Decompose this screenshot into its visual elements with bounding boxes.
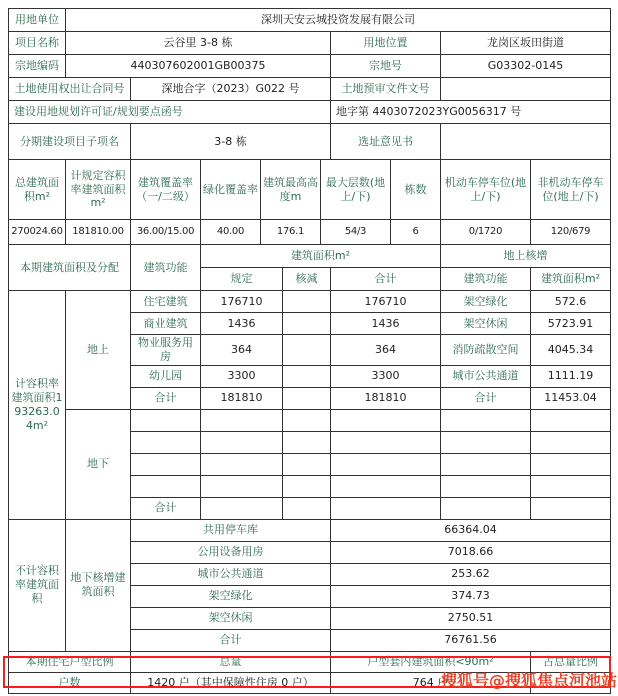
- empty-cell: [531, 497, 611, 519]
- total-cell: 176710: [331, 291, 441, 313]
- table-row: [9, 78, 611, 101]
- bonus-total-label: 合计: [441, 387, 531, 409]
- metric-header-total-area: 总建筑面积m²: [9, 160, 66, 220]
- bonus-function-cell: 架空休闲: [441, 313, 531, 335]
- bonus-function-cell: 城市公共通道: [441, 365, 531, 387]
- watermark-text: 搜狐号@搜狐焦点河池站: [440, 671, 617, 690]
- bonus-area-header: 建筑面积m²: [531, 268, 611, 291]
- bonus-area-cell: 4045.34: [531, 335, 611, 366]
- site-opinion-value: [441, 124, 611, 160]
- specified-cell: 3300: [201, 365, 283, 387]
- bonus-function-cell: 消防疏散空间: [441, 335, 531, 366]
- empty-cell: [201, 475, 283, 497]
- specified-column-header: 规定: [201, 268, 283, 291]
- metric-value-buildings: 6: [391, 220, 441, 245]
- bonus-area-cell: 11453.04: [531, 387, 611, 409]
- table-row: [9, 519, 611, 541]
- parcel-code-value: 440307602001GB00375: [66, 55, 331, 78]
- metric-value-green: 40.00: [201, 220, 261, 245]
- inner-area-count-value: 764 户: [331, 672, 531, 693]
- table-row: [9, 245, 611, 268]
- above-ground-label: 地上: [66, 291, 131, 410]
- allocation-table: [8, 244, 611, 520]
- total-column-header: 合计: [331, 268, 441, 291]
- permit-label: 建设用地规划许可证/规划要点函号: [9, 101, 331, 124]
- metric-value-floors: 54/3: [321, 220, 391, 245]
- parcel-no-value: G03302-0145: [441, 55, 611, 78]
- household-count-label: 户数: [9, 672, 131, 693]
- metric-header-far-area: 计规定容积率建筑面积m²: [66, 160, 131, 220]
- table-row: [9, 101, 611, 124]
- project-name-label: 项目名称: [9, 32, 66, 55]
- non-far-value-cell: 7018.66: [331, 541, 611, 563]
- permit-value: 地字第 4403072023YG0056317 号: [331, 101, 611, 124]
- empty-cell: [283, 453, 331, 475]
- non-far-name-cell: 共用停车库: [131, 519, 331, 541]
- empty-cell: [201, 497, 283, 519]
- info-table: [8, 8, 611, 160]
- non-far-value-cell: 66364.04: [331, 519, 611, 541]
- total-cell: 181810: [331, 387, 441, 409]
- subproject-value: 3-8 栋: [131, 124, 331, 160]
- function-cell: 住宅建筑: [131, 291, 201, 313]
- metric-value-parking: 0/1720: [441, 220, 531, 245]
- parcel-code-label: 宗地编码: [9, 55, 66, 78]
- bonus-area-cell: 1111.19: [531, 365, 611, 387]
- empty-cell: [283, 497, 331, 519]
- household-count-value: 1420 户（其中保障性住房 0 户）: [131, 672, 331, 693]
- project-name-value: 云谷里 3-8 栋: [66, 32, 331, 55]
- deduct-cell: [283, 365, 331, 387]
- table-row: [9, 32, 611, 55]
- bonus-area-cell: 5723.91: [531, 313, 611, 335]
- metric-header-buildings: 栋数: [391, 160, 441, 220]
- far-area-section-label: 计容积率建筑面积193263.04m²: [9, 291, 66, 520]
- empty-cell: [201, 431, 283, 453]
- empty-cell: [283, 475, 331, 497]
- empty-cell: [201, 453, 283, 475]
- metric-value-bike-parking: 120/679: [531, 220, 611, 245]
- table-row: [9, 220, 611, 245]
- empty-cell: [331, 475, 441, 497]
- table-row: [9, 409, 611, 431]
- empty-cell: [531, 409, 611, 431]
- non-far-name-cell: 架空休闲: [131, 607, 331, 629]
- parcel-no-label: 宗地号: [331, 55, 441, 78]
- metric-header-floors: 最大层数(地上/下): [321, 160, 391, 220]
- table-row: [9, 55, 611, 78]
- function-column-header: 建筑功能: [131, 245, 201, 291]
- empty-cell: [441, 431, 531, 453]
- table-row: [9, 160, 611, 220]
- underground-bonus-label: 地下核增建筑面积: [66, 519, 131, 651]
- non-far-value-cell: 374.73: [331, 585, 611, 607]
- housing-share-header: 占总量比例: [531, 651, 611, 672]
- metric-value-coverage: 36.00/15.00: [131, 220, 201, 245]
- below-total-label: 合计: [131, 497, 201, 519]
- total-cell: 3300: [331, 365, 441, 387]
- above-total-label: 合计: [131, 387, 201, 409]
- location-label: 用地位置: [331, 32, 441, 55]
- non-far-name-cell: 城市公共通道: [131, 563, 331, 585]
- allocation-section-label: 本期建筑面积及分配: [9, 245, 131, 291]
- housing-inner-area-header: 户型套内建筑面积<90m²: [331, 651, 531, 672]
- empty-cell: [131, 431, 201, 453]
- empty-cell: [131, 475, 201, 497]
- bonus-area-cell: 572.6: [531, 291, 611, 313]
- non-far-table: [8, 519, 611, 652]
- specified-cell: 181810: [201, 387, 283, 409]
- non-far-name-cell: 架空绿化: [131, 585, 331, 607]
- empty-cell: [531, 453, 611, 475]
- empty-cell: [441, 497, 531, 519]
- non-far-name-cell: 公用设备用房: [131, 541, 331, 563]
- empty-cell: [331, 409, 441, 431]
- empty-cell: [283, 431, 331, 453]
- specified-cell: 176710: [201, 291, 283, 313]
- empty-cell: [201, 409, 283, 431]
- empty-cell: [531, 475, 611, 497]
- metric-header-bike-parking: 非机动车停车位(地上/下): [531, 160, 611, 220]
- empty-cell: [331, 431, 441, 453]
- preapproval-label: 土地预审文件文号: [331, 78, 441, 101]
- metrics-table: [8, 159, 611, 245]
- deduct-cell: [283, 335, 331, 366]
- metric-value-height: 176.1: [261, 220, 321, 245]
- area-column-header: 建筑面积m²: [201, 245, 441, 268]
- empty-cell: [283, 409, 331, 431]
- metric-header-parking: 机动车停车位(地上/下): [441, 160, 531, 220]
- contract-value: 深地合字（2023）G022 号: [131, 78, 331, 101]
- empty-cell: [131, 453, 201, 475]
- non-far-section-label: 不计容积率建筑面积: [9, 519, 66, 651]
- bonus-section-header: 地上核增: [441, 245, 611, 268]
- bonus-function-header: 建筑功能: [441, 268, 531, 291]
- empty-cell: [131, 409, 201, 431]
- specified-cell: 364: [201, 335, 283, 366]
- housing-ratio-label: 本期住宅户型比例: [9, 651, 131, 672]
- specified-cell: 1436: [201, 313, 283, 335]
- non-far-total-value: 76761.56: [331, 629, 611, 651]
- empty-cell: [531, 431, 611, 453]
- non-far-total-label: 合计: [131, 629, 331, 651]
- site-opinion-label: 选址意见书: [331, 124, 441, 160]
- housing-total-header: 总量: [131, 651, 331, 672]
- function-cell: 商业建筑: [131, 313, 201, 335]
- table-row: [9, 291, 611, 313]
- empty-cell: [441, 409, 531, 431]
- subproject-label: 分期建设项目子项名: [9, 124, 131, 160]
- empty-cell: [441, 475, 531, 497]
- metric-value-far-area: 181810.00: [66, 220, 131, 245]
- deduct-column-header: 核减: [283, 268, 331, 291]
- non-far-value-cell: 2750.51: [331, 607, 611, 629]
- below-ground-label: 地下: [66, 409, 131, 519]
- deduct-cell: [283, 387, 331, 409]
- metric-value-total-area: 270024.60: [9, 220, 66, 245]
- deduct-cell: [283, 291, 331, 313]
- land-user-value: 深圳天安云城投资发展有限公司: [66, 9, 611, 32]
- land-user-label: 用地单位: [9, 9, 66, 32]
- metric-header-height: 建筑最高高度m: [261, 160, 321, 220]
- empty-cell: [331, 453, 441, 475]
- empty-cell: [441, 453, 531, 475]
- non-far-value-cell: 253.62: [331, 563, 611, 585]
- function-cell: 物业服务用房: [131, 335, 201, 366]
- bonus-function-cell: 架空绿化: [441, 291, 531, 313]
- location-value: 龙岗区坂田街道: [441, 32, 611, 55]
- deduct-cell: [283, 313, 331, 335]
- total-cell: 1436: [331, 313, 441, 335]
- contract-label: 土地使用权出让合同号: [9, 78, 131, 101]
- preapproval-value: [441, 78, 611, 101]
- table-row: [9, 9, 611, 32]
- total-cell: 364: [331, 335, 441, 366]
- table-row: [9, 124, 611, 160]
- empty-cell: [331, 497, 441, 519]
- function-cell: 幼儿园: [131, 365, 201, 387]
- metric-header-coverage: 建筑覆盖率（一/二级）: [131, 160, 201, 220]
- metric-header-green: 绿化覆盖率: [201, 160, 261, 220]
